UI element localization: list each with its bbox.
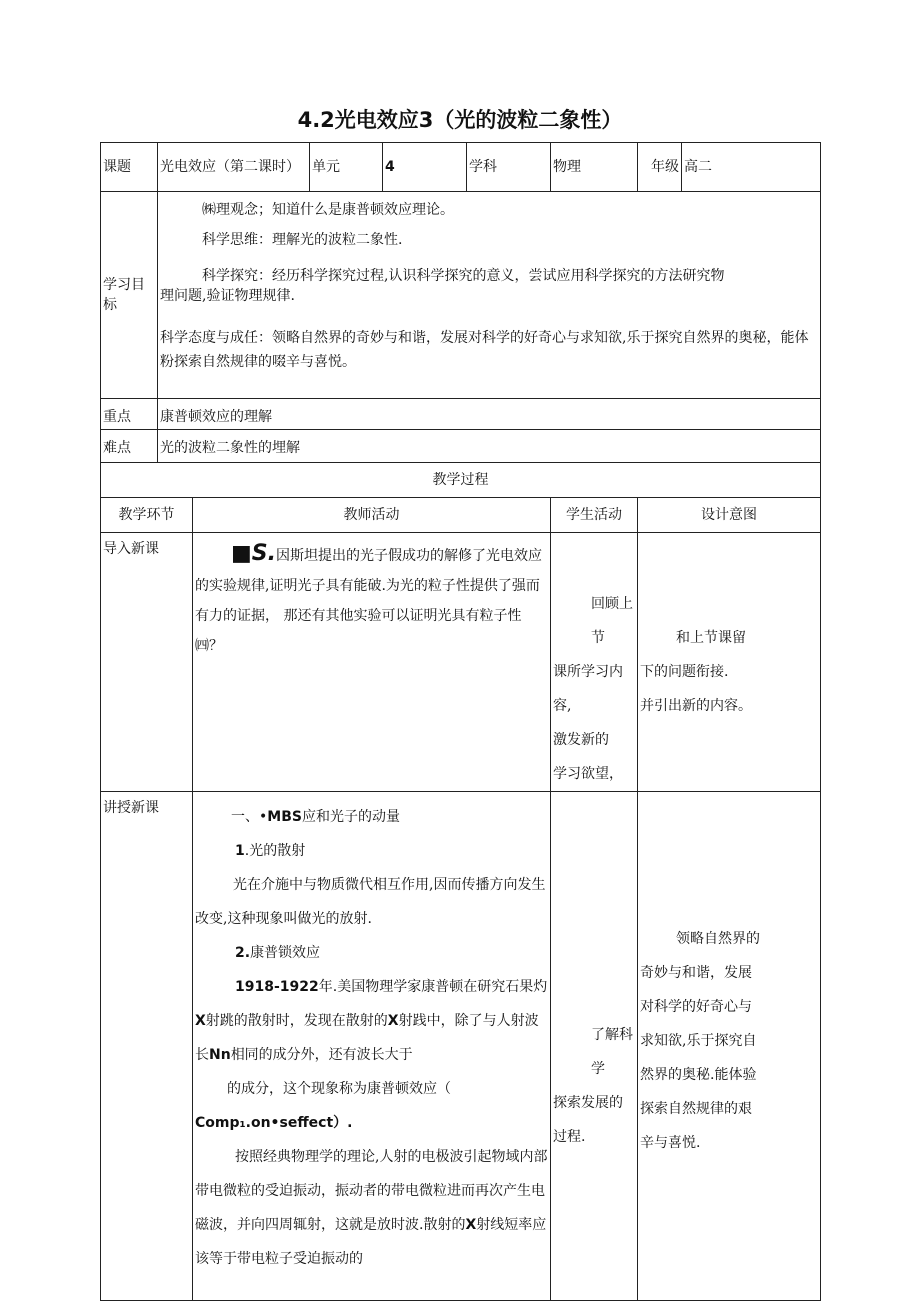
unit-label: 单元 (310, 143, 383, 192)
difficulty-label: 难点 (101, 430, 158, 463)
difficulty-value: 光的波粒二象性的埋解 (158, 430, 821, 463)
lecture-classical-theory: 按照经典物理学的理论,人射的电极波引起物域内部带电微粒的受迫振动，振动者的带电微粒进而再次产生电磁波，并向四周辄射，这就是放时波.散射的X射线短率应该等于带电粒子受迫振动的 (195, 1149, 548, 1267)
col-teacher: 教师活动 (193, 498, 551, 533)
difficulty-row (101, 430, 821, 463)
key-point-value: 康普顿效应的理解 (158, 399, 821, 430)
lecture-design-line: 对科学的好奇心与 (640, 999, 752, 1015)
topic-label: 课题 (101, 143, 158, 192)
process-heading: 教学过程 (101, 463, 821, 498)
intro-teacher-body: 因斯坦提出的光子假成功的解修了光电效应的实验规律,证明光子具有能破.为光的粒子性提供了强而有力的证据， 那还有其他实验可以证明光具有粒子性㈣？ (195, 548, 542, 654)
intro-student-line: 激发新的 (553, 732, 609, 748)
intro-design-line: 下的问题衔接. (640, 664, 729, 680)
subject-value: 物理 (551, 143, 638, 192)
col-design: 设计意图 (638, 498, 821, 533)
header-row (101, 143, 821, 192)
intro-student-line: 回顾上节 (591, 596, 633, 646)
lecture-student-line: 了解科学 (591, 1027, 633, 1077)
grade-value: 高二 (682, 143, 821, 192)
lecture-heading-3: 2.康普锁效应 (235, 945, 321, 961)
grade-label: 年级 (638, 143, 682, 192)
lecture-compton-name: 的成分，这个现象称为康普顿效应（ (227, 1081, 451, 1097)
lecture-stage: 讲授新课 (101, 792, 193, 1301)
col-student: 学生活动 (551, 498, 638, 533)
intro-student-line: 学习欲望， (553, 766, 623, 782)
key-point-label: 重点 (101, 399, 158, 430)
lecture-row (101, 792, 821, 1301)
lecture-heading-2: 1.光的散射 (235, 843, 306, 859)
col-stage: 教学环节 (101, 498, 193, 533)
intro-design-line: 和上节课留 (676, 630, 746, 646)
document-title: 4.2光电效应3（光的波粒二象性） (297, 108, 623, 132)
unit-value: 4 (383, 143, 467, 192)
lecture-design-line: 探索自然规律的艰 (640, 1101, 752, 1117)
lesson-plan-table (100, 142, 821, 1301)
goal-item: 科学思维：理解光的波粒二象性. (202, 232, 403, 248)
lecture-design-line: 然界的奥秘.能体验 (640, 1067, 757, 1083)
lecture-heading-1: 一、•MBS应和光子的动量 (231, 809, 400, 825)
lecture-compton-en: Comp₁.on•seffect）. (195, 1115, 353, 1131)
lecture-design-line: 领略自然界的 (676, 931, 760, 947)
lecture-compton-history: 1918-1922年.美国物理学家康普顿在研究石果灼X射跳的散射时，发现在散射的X射践中，除了与人射波长Nn相同的成分外，还有波长大于 (195, 979, 548, 1063)
lecture-design-line: 辛与喜悦. (640, 1135, 701, 1151)
intro-teacher-text (195, 539, 548, 661)
process-heading-row (101, 463, 821, 498)
goal-item: 科学探究：经历科学探究过程,认识科学探究的意义，尝试应用科学探究的方法研究物 (202, 268, 725, 284)
goal-item: 理问题,验证物理规律. (160, 288, 295, 304)
goals-label: 学习目标 (101, 192, 158, 399)
lecture-design-line: 奇妙与和谐，发展 (640, 965, 752, 981)
lecture-scatter-def: 光在介施中与物质微代相互作用,因而传播方向发生改变,这种现象叫做光的放射. (195, 877, 546, 927)
subject-label: 学科 (467, 143, 551, 192)
column-header-row (101, 498, 821, 533)
lecture-student-line: 探索发展的过程. (553, 1095, 623, 1145)
key-point-row (101, 399, 821, 430)
topic-value: 光电效应（第二课时） (158, 143, 310, 192)
intro-stage: 导入新课 (101, 533, 193, 792)
intro-design-line: 并引出新的内容。 (640, 698, 752, 714)
lecture-design-line: 求知欲,乐于探究自 (640, 1033, 757, 1049)
intro-mark: ■S. (231, 541, 276, 566)
intro-row (101, 533, 821, 792)
goal-item: 科学态度与成任：领略自然界的奇妙与和谐，发展对科学的好奇心与求知欲,乐于探究自然界的奥秘，能体粉探索自然规律的啜辛与喜悦。 (160, 330, 809, 370)
goal-item: ㈱理观念；知道什么是康普顿效应理论。 (202, 202, 454, 218)
goals-row (101, 192, 821, 399)
intro-student-line: 课所学习内容, (553, 664, 623, 714)
